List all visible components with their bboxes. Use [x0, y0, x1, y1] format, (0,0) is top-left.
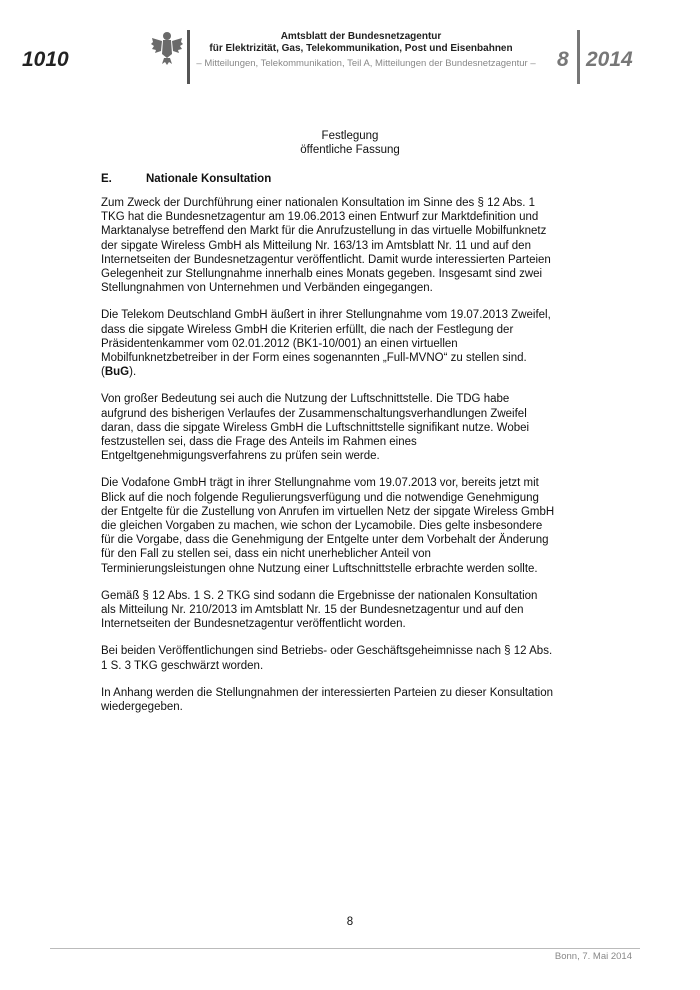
federal-eagle-icon	[150, 30, 184, 66]
doc-heading-line1: Festlegung	[321, 130, 379, 142]
paragraph-2	[101, 308, 555, 379]
issue-number: 8	[557, 48, 569, 71]
paragraph-5: Gemäß § 12 Abs. 1 S. 2 TKG sind sodann die Ergebnisse der nationalen Konsultation als Mitteilung Nr. 210/2013 im Amtsblatt Nr. 15 der Bundesnetzagentur und auf den Internetseiten der Bundesnetzagentur veröffentlicht worden.	[101, 589, 538, 631]
paragraph-2-text: Die Telekom Deutschland GmbH äußert in ihrer Stellungnahme vom 19.07.2013 Zweifel, dass die sipgate Wireless GmbH die Kriterien erfüllt, die nach der Festlegung der Präsidentenkammer vom 02.01.2012 (BK1-10/001) an einen virtuellen Mobilfunknetzbetreiber in der Form eines sogenannten „Full-MVNO“ zu stellen sind. (	[101, 309, 551, 379]
paragraph-2-end: ).	[129, 366, 137, 379]
journal-title	[196, 31, 526, 55]
paragraph-7: In Anhang werden die Stellungnahmen der interessierten Parteien zu dieser Konsultation wiedergegeben.	[101, 686, 553, 714]
body-text	[101, 196, 555, 727]
page-number: 1010	[22, 48, 69, 71]
header-divider-right	[577, 30, 580, 84]
section-number: E.	[101, 173, 112, 185]
journal-subtitle: – Mitteilungen, Telekommunikation, Teil A, Mitteilungen der Bundesnetzagentur –	[196, 58, 536, 69]
paragraph-2-bold: BuG	[104, 366, 130, 379]
journal-title-line1: Amtsblatt der Bundesnetzagentur	[280, 31, 442, 42]
journal-title-line2: für Elektrizität, Gas, Telekommunikation, Post und Eisenbahnen	[209, 43, 513, 54]
paragraph-6: Bei beiden Veröffentlichungen sind Betriebs- oder Geschäftsgeheimnisse nach § 12 Abs. 1 S. 3 TKG geschwärzt worden.	[101, 645, 553, 672]
section-title: Nationale Konsultation	[146, 173, 272, 185]
paragraph-1: Zum Zweck der Durchführung einer nationalen Konsultation im Sinne des § 12 Abs. 1 TKG hat die Bundesnetzagentur am 19.06.2013 einen Entwurf zur Marktdefinition und Marktanalyse betreffend den Markt für die Anrufzustellung in das virtuelle Mobilfunknetz der sipgate Wireless GmbH als Mitteilung Nr. 163/13 im Amtsblatt Nr. 11 und auf den Internetseiten der Bundesnetzagentur veröffentlicht. Damit wurde interessierten Parteien Gelegenheit zur Stellungnahme innerhalb eines Monats gegeben. Insgesamt sind zwei Stellungnahmen von Unternehmen und Verbänden eingegangen.	[101, 197, 551, 295]
header-divider-left	[187, 30, 190, 84]
doc-heading-line2: öffentliche Fassung	[300, 144, 400, 156]
footer-page-number: 8	[346, 916, 354, 928]
paragraph-4: Die Vodafone GmbH trägt in ihrer Stellungnahme vom 19.07.2013 vor, bereits jetzt mit Blick auf die noch folgende Regulierungsverfügung und die notwendige Genehmigung der Entgelte für die Zustellung von Anrufen im virtuellen Netz der sipgate Wireless GmbH die gleichen Vorgaben zu machen, wie schon der Lycamobile. Dies gelte insbesondere für die Vorgabe, dass die Genehmigung der Entgelte unter dem Vorbehalt der Änderung für den Fall zu stellen sei, dass ein nicht unerheblicher Anteil von Terminierungsleistungen ohne Nutzung einer Luftschnittstelle erbrachte werden sollte.	[101, 477, 555, 575]
footer-date: Bonn, 7. Mai 2014	[554, 951, 632, 962]
footer-divider	[50, 948, 640, 949]
issue-year: 2014	[586, 48, 633, 71]
paragraph-3: Von großer Bedeutung sei auch die Nutzung der Luftschnittstelle. Die TDG habe aufgrund des bisherigen Verlaufes der Zusammenschaltungsverhandlungen Zweifel daran, dass die sipgate Wireless GmbH die Luftschnittstelle signifikant nutze. Wobei festzustellen sei, dass die Frage des Anteils im Rahmen eines Entgeltgenehmigungsverfahrens zu prüfen sein werde.	[101, 393, 530, 463]
section-heading	[101, 173, 271, 185]
